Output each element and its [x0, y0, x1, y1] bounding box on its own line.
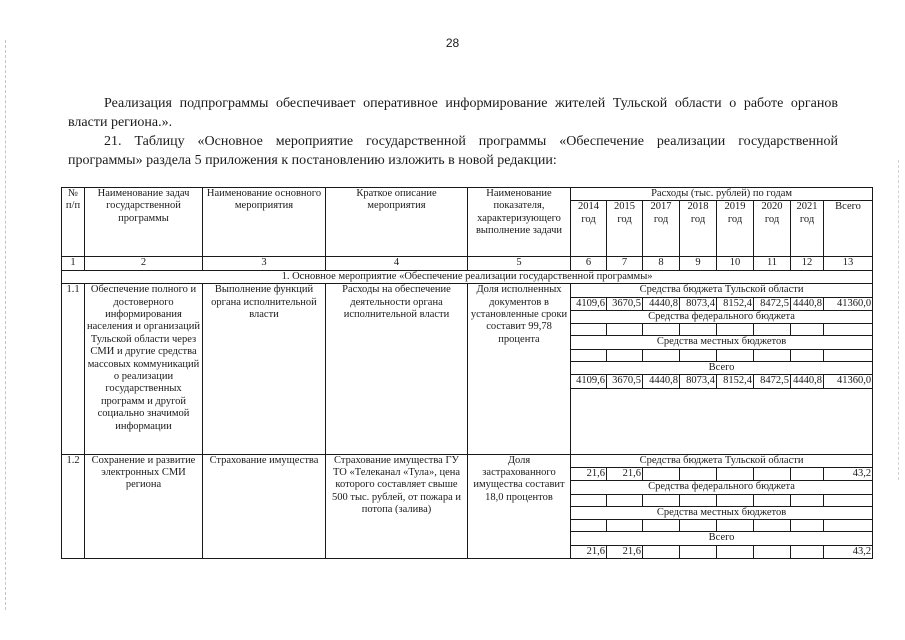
column-number: 7 — [607, 257, 643, 270]
value-cell — [643, 468, 680, 481]
value-cell — [680, 545, 717, 558]
page-number: 28 — [445, 36, 460, 50]
value-cell — [791, 468, 824, 481]
value-cell: 21,6 — [607, 545, 643, 558]
header-measure: Наименование основного мероприятия — [203, 188, 326, 257]
funding-local-label: Средства местных бюджетов — [571, 506, 873, 519]
value-cell — [717, 468, 754, 481]
value-cell: 4440,8 — [643, 375, 680, 388]
header-year: 2014 год — [571, 201, 607, 257]
table-row — [62, 284, 873, 297]
value-cell: 8152,4 — [717, 375, 754, 388]
funding-regional-label: Средства бюджета Тульской области — [571, 284, 873, 297]
column-number: 12 — [791, 257, 824, 270]
value-cell: 4109,6 — [571, 375, 607, 388]
header-year: 2019 год — [717, 201, 754, 257]
column-number: 9 — [680, 257, 717, 270]
header-num: № п/п — [62, 188, 85, 257]
paragraph-subprogram-result: Реализация подпрограммы обеспечивает оперативное информирование жителей Тульской области о работе органов власти региона.». — [68, 96, 838, 130]
value-cell: 21,6 — [571, 468, 607, 481]
column-number: 4 — [326, 257, 468, 270]
table-row — [62, 454, 873, 467]
header-expenses: Расходы (тыс. рублей) по годам — [571, 188, 873, 201]
header-indicator: Наименование показателя, характеризующего выполнение задачи — [468, 188, 571, 257]
column-numbers-row — [62, 257, 873, 270]
header-year: 2018 год — [680, 201, 717, 257]
column-number: 6 — [571, 257, 607, 270]
funding-total-label: Всего — [571, 361, 873, 374]
scan-edge-right — [898, 160, 900, 480]
value-cell: 8152,4 — [717, 297, 754, 310]
value-cell — [754, 468, 791, 481]
task-cell: Сохранение и развитие электронных СМИ региона — [85, 454, 203, 558]
section-title: 1. Основное мероприятие «Обеспечение реализации государственной программы» — [62, 270, 873, 283]
value-cell: 41360,0 — [824, 375, 873, 388]
row-number: 1.1 — [62, 284, 85, 454]
indicator-cell: Доля застрахованного имущества составит 18,0 процентов — [468, 454, 571, 558]
value-cell: 8472,5 — [754, 375, 791, 388]
budget-table — [61, 187, 873, 559]
indicator-cell: Доля исполненных документов в установленные сроки составит 99,78 процента — [468, 284, 571, 454]
funding-local-label: Средства местных бюджетов — [571, 336, 873, 349]
value-cell — [680, 468, 717, 481]
value-cell: 43,2 — [824, 545, 873, 558]
description-cell: Страхование имущества ГУ ТО «Телеканал «Тула», цена которого составляет свыше 500 тыс. рублей, от пожара и потопа (залива) — [326, 454, 468, 558]
value-cell: 3670,5 — [607, 375, 643, 388]
value-cell: 8073,4 — [680, 375, 717, 388]
header-task: Наименование задач государственной программы — [85, 188, 203, 257]
funding-federal-label: Средства федерального бюджета — [571, 311, 873, 324]
header-year: 2021 год — [791, 201, 824, 257]
column-number: 8 — [643, 257, 680, 270]
funding-total-label: Всего — [571, 532, 873, 545]
task-cell: Обеспечение полного и достоверного информирования населения и организаций Тульской области через СМИ и другие средства массовых коммуникаций о реализации государственных программ и другой социально значимой информации — [85, 284, 203, 454]
measure-cell: Выполнение функций органа исполнительной власти — [203, 284, 326, 454]
column-number: 13 — [824, 257, 873, 270]
value-cell: 21,6 — [607, 468, 643, 481]
header-year: 2015 год — [607, 201, 643, 257]
value-cell: 4109,6 — [571, 297, 607, 310]
scan-edge-left — [5, 40, 7, 610]
funding-regional-label: Средства бюджета Тульской области — [571, 454, 873, 467]
value-cell: 21,6 — [571, 545, 607, 558]
header-year: 2017 год — [643, 201, 680, 257]
header-description: Краткое описание мероприятия — [326, 188, 468, 257]
column-number: 5 — [468, 257, 571, 270]
value-cell — [791, 545, 824, 558]
section-title-row — [62, 270, 873, 283]
description-cell: Расходы на обеспечение деятельности органа исполнительной власти — [326, 284, 468, 454]
column-number: 10 — [717, 257, 754, 270]
paragraph-amendment-21: 21. Таблицу «Основное мероприятие государственной программы «Обеспечение реализации государственной программы» раздела 5 приложения к постановлению изложить в новой редакции: — [68, 134, 838, 168]
row-number: 1.2 — [62, 454, 85, 558]
column-number: 11 — [754, 257, 791, 270]
column-number: 2 — [85, 257, 203, 270]
value-cell — [754, 545, 791, 558]
value-cell — [643, 545, 680, 558]
value-cell: 43,2 — [824, 468, 873, 481]
column-number: 1 — [62, 257, 85, 270]
header-row-1 — [62, 188, 873, 201]
value-cell: 8472,5 — [754, 297, 791, 310]
header-total: Всего — [824, 201, 873, 257]
value-cell: 4440,8 — [643, 297, 680, 310]
column-number: 3 — [203, 257, 326, 270]
value-cell: 4440,8 — [791, 375, 824, 388]
value-cell: 41360,0 — [824, 297, 873, 310]
measure-cell: Страхование имущества — [203, 454, 326, 558]
value-cell: 4440,8 — [791, 297, 824, 310]
value-cell: 3670,5 — [607, 297, 643, 310]
value-cell: 8073,4 — [680, 297, 717, 310]
header-year: 2020 год — [754, 201, 791, 257]
value-cell — [717, 545, 754, 558]
funding-federal-label: Средства федерального бюджета — [571, 481, 873, 494]
